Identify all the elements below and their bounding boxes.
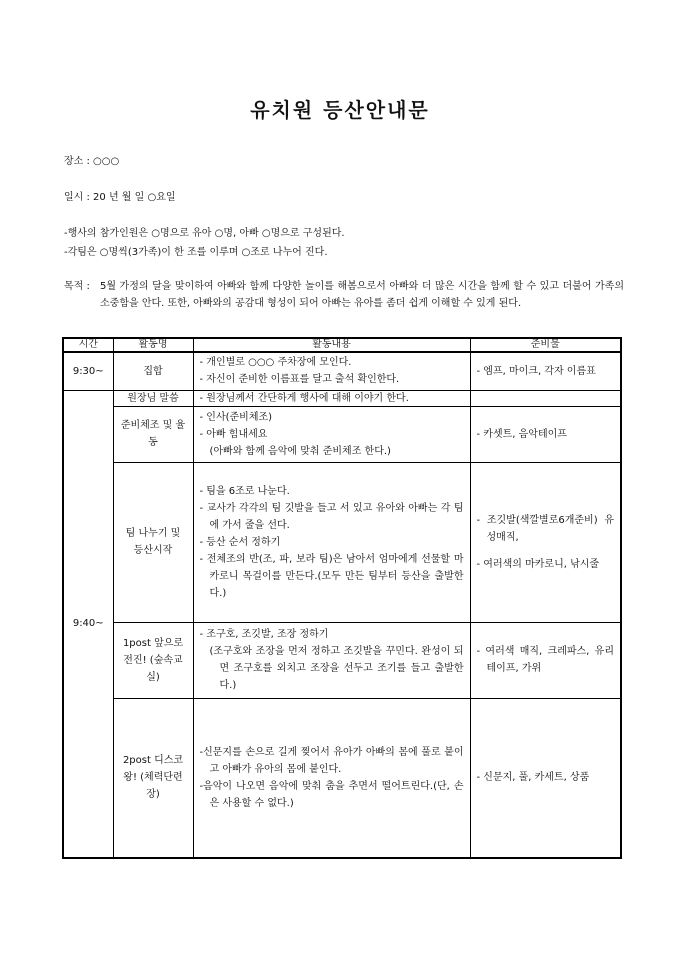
content-cell [193, 406, 470, 462]
activity-cell: 1post 앞으로 전진! (숲속교실) [113, 622, 193, 698]
table-row [63, 462, 621, 622]
materials-cell [470, 462, 621, 622]
content-item: - 팀을 6조로 나눈다. [199, 485, 290, 497]
content-item: -신문지를 손으로 길게 찢어서 유아가 아빠의 몸에 풀로 붙이고 아빠가 유아의 몸에 붙인다. [199, 746, 464, 775]
content-cell [193, 698, 470, 858]
materials-item: - 엠프, 마이크, 각자 이름표 [476, 365, 596, 377]
content-cell [193, 622, 470, 698]
header-time: 시간 [63, 338, 113, 352]
activity-cell: 원장님 말씀 [113, 390, 193, 406]
materials-item: - 카셋트, 음악테이프 [476, 428, 567, 440]
materials-cell [470, 698, 621, 858]
header-content: 활동내용 [193, 338, 470, 352]
materials-cell [470, 406, 621, 462]
page-title: 유치원 등산안내문 [250, 98, 430, 122]
activity-cell: 팀 나누기 및 등산시작 [113, 462, 193, 622]
content-item: - 자신이 준비한 이름표를 달고 출석 확인한다. [199, 374, 400, 386]
time-cell: 9:40~ [63, 390, 113, 858]
table-row [63, 698, 621, 858]
purpose-section [64, 278, 624, 312]
content-item: - 인사(준비체조) [199, 411, 273, 423]
content-item: - 교사가 각각의 팀 깃발을 들고 서 있고 유아와 아빠는 각 팀에 가서 줄을 선다. [199, 502, 464, 531]
materials-cell [470, 352, 621, 390]
content-cell [193, 390, 470, 406]
materials-item: - 신문지, 풀, 카세트, 상품 [476, 772, 590, 784]
materials-cell [470, 390, 621, 406]
table-row [63, 352, 621, 390]
materials-cell [470, 622, 621, 698]
content-cell [193, 462, 470, 622]
date-line: 일시 : 20 년 월 일 ○요일 [64, 192, 176, 203]
content-item: -음악이 나오면 음악에 맞춰 춤을 추면서 떨어트린다.(단, 손은 사용할 수 없다.) [199, 780, 464, 809]
content-item: (조구호와 조장을 먼저 정하고 조깃발을 꾸민다. 완성이 되면 조구호를 외치고 조장을 선두고 조기를 들고 출발한다.) [209, 646, 464, 691]
teams-note: -각팀은 ○명씩(3가족)이 한 조를 이루며 ○조로 나누어 진다. [64, 247, 328, 258]
schedule-table [62, 337, 622, 859]
content-item: - 조구호, 조깃발, 조장 정하기 [199, 629, 329, 640]
activity-cell: 준비체조 및 율동 [113, 406, 193, 462]
table-row [63, 622, 621, 698]
table-row [63, 390, 621, 406]
materials-item: - 여러색의 마카로니, 낚시줄 [476, 558, 600, 570]
content-item: (아빠와 함께 음악에 맞춰 준비체조 한다.) [209, 445, 391, 457]
materials-item: - 조깃발(색깔별로6개준비) 유성매직, [476, 514, 614, 543]
content-item: - 원장님께서 간단하게 행사에 대해 이야기 한다. [199, 392, 409, 404]
materials-item: - 여러색 매직, 크레파스, 유리테이프, 가위 [476, 646, 614, 674]
header-activity: 활동명 [113, 338, 193, 352]
content-item: - 아빠 힘내세요 [199, 428, 268, 440]
activity-cell: 2post 디스코 왕! (체력단련장) [113, 698, 193, 858]
purpose-text: 5월 가정의 달을 맞이하여 아빠와 함께 다양한 놀이를 해봄으로서 아빠와 더 많은 시간을 함께 할 수 있고 더불어 가족의 소중함을 안다. 또한, 아빠와의 공감대 형성이 되어 아빠는 유아를 좀더 쉽게 이해할 수 있게 된다. [100, 281, 624, 309]
participants-note: -행사의 참가인원은 ○명으로 유아 ○명, 아빠 ○명으로 구성된다. [64, 228, 345, 239]
content-item: - 개인별로 ○○○ 주차장에 모인다. [199, 357, 352, 369]
content-cell [193, 352, 470, 390]
table-header-row [63, 338, 621, 352]
content-item: - 전체조의 반(조, 파, 보라 팀)은 남아서 엄마에게 선물할 마카로니 목걸이를 만든다.(모두 만든 팀부터 등산을 출발한다.) [199, 553, 464, 599]
place-line: 장소 : ○○○ [64, 156, 120, 167]
header-materials: 준비물 [470, 338, 621, 352]
table-row [63, 406, 621, 462]
content-item: - 등산 순서 정하기 [199, 536, 281, 548]
purpose-label: 목적 : [64, 281, 90, 292]
time-cell: 9:30~ [63, 352, 113, 390]
activity-cell: 집합 [113, 352, 193, 390]
